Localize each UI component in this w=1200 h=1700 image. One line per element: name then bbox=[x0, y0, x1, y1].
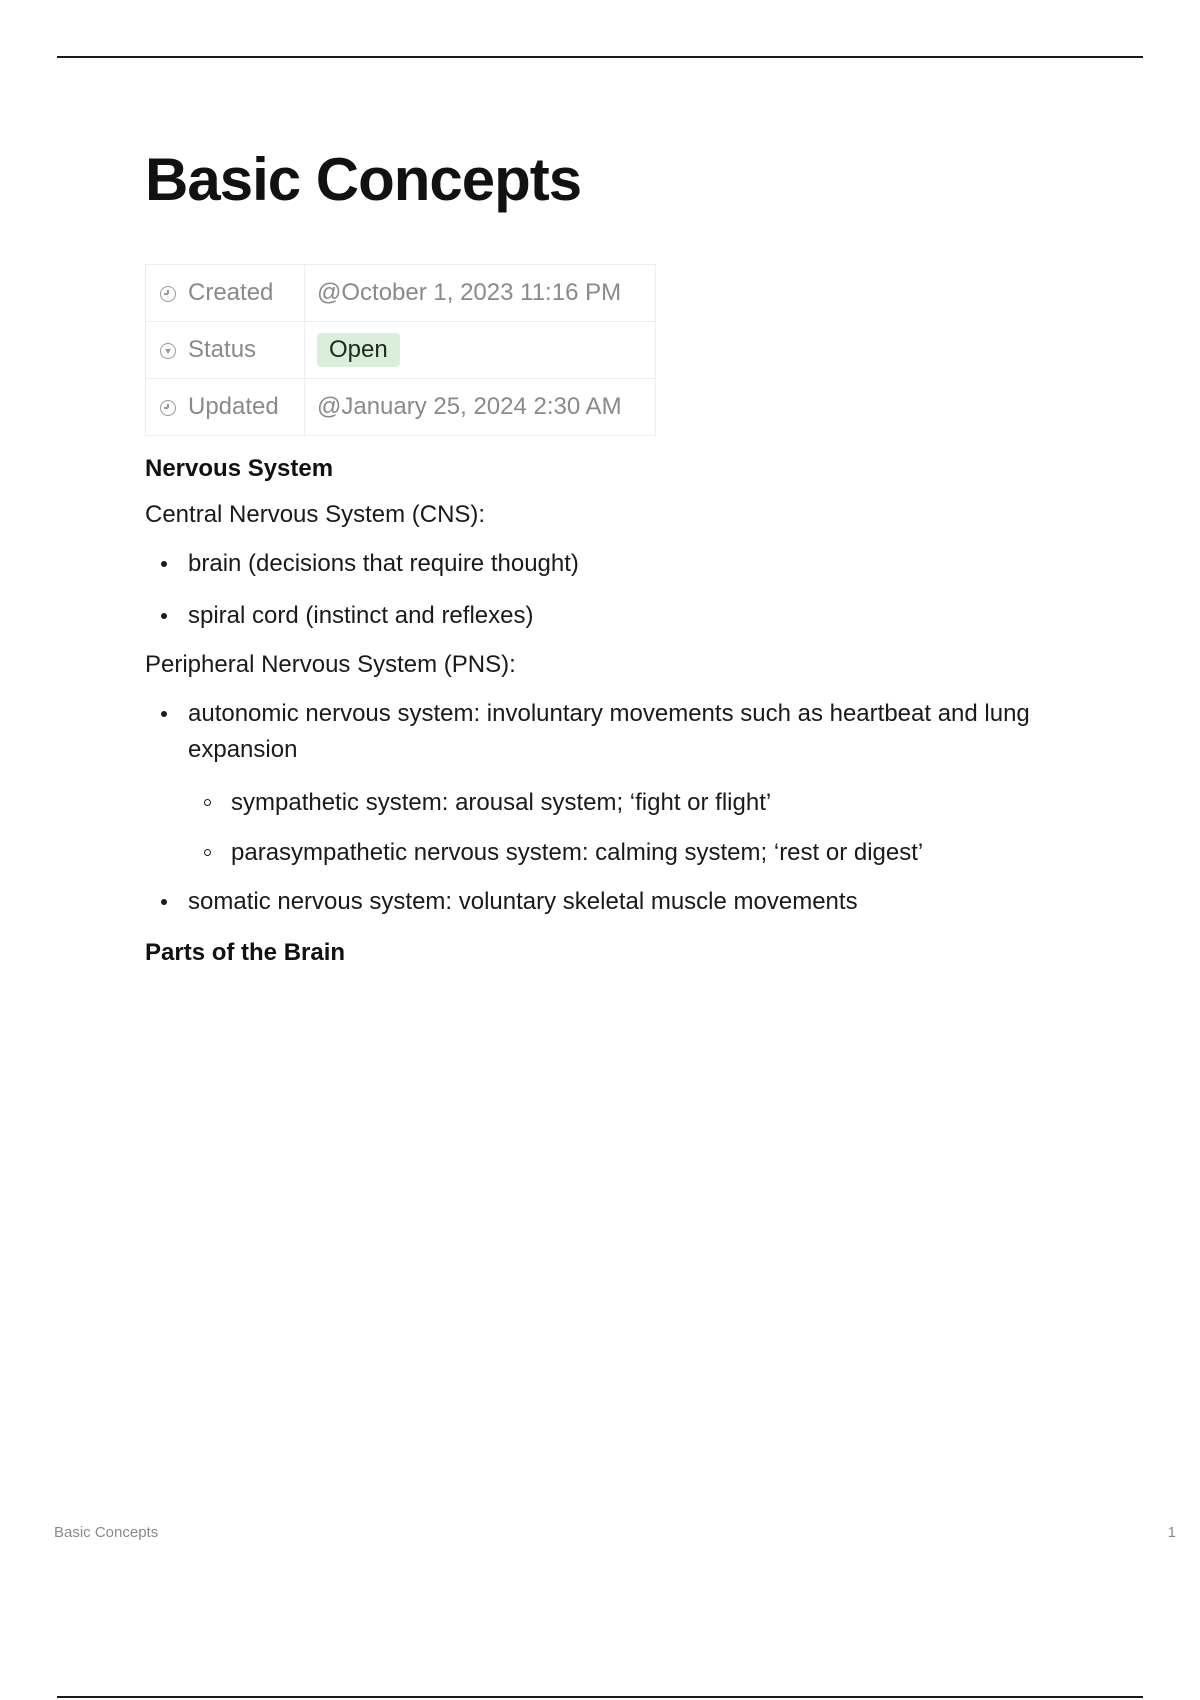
property-label: Created bbox=[188, 279, 274, 306]
page-content bbox=[145, 140, 1065, 968]
status-badge[interactable]: Open bbox=[317, 333, 400, 367]
pns-label: Peripheral Nervous System (PNS): bbox=[145, 651, 516, 678]
status-value-cell[interactable] bbox=[305, 322, 656, 379]
clock-icon bbox=[160, 400, 176, 416]
list-item: spiral cord (instinct and reflexes) bbox=[188, 598, 1065, 634]
updated-date-value[interactable]: @January 25, 2024 2:30 AM bbox=[305, 379, 656, 436]
property-label: Status bbox=[188, 336, 257, 363]
section-heading-parts-of-brain: Parts of the Brain bbox=[145, 939, 346, 966]
list-item bbox=[188, 696, 1065, 868]
page-title: Basic Concepts bbox=[145, 146, 582, 213]
properties-table bbox=[145, 264, 656, 436]
property-row-status bbox=[146, 322, 656, 379]
top-rule bbox=[57, 56, 1143, 58]
autonomic-sub-list bbox=[188, 788, 1065, 868]
status-icon bbox=[160, 343, 176, 359]
cns-list bbox=[145, 546, 1065, 634]
cns-label: Central Nervous System (CNS): bbox=[145, 501, 486, 528]
clock-icon bbox=[160, 286, 176, 302]
footer-document-name: Basic Concepts bbox=[54, 1524, 159, 1541]
property-name-cell bbox=[146, 379, 305, 436]
section-heading-nervous-system: Nervous System bbox=[145, 455, 334, 482]
property-row-created bbox=[146, 265, 656, 322]
created-date-value[interactable]: @October 1, 2023 11:16 PM bbox=[305, 265, 656, 322]
footer-page-number: 1 bbox=[1167, 1524, 1176, 1541]
list-item: brain (decisions that require thought) bbox=[188, 546, 1065, 582]
property-name-cell bbox=[146, 322, 305, 379]
pns-list bbox=[145, 696, 1065, 920]
sub-list-item: sympathetic system: arousal system; ‘fight or flight’ bbox=[231, 788, 1065, 818]
list-item-text: autonomic nervous system: involuntary movements such as heartbeat and lung expansion bbox=[188, 700, 1030, 763]
bottom-rule bbox=[57, 1696, 1143, 1698]
property-name-cell bbox=[146, 265, 305, 322]
list-item: somatic nervous system: voluntary skeletal muscle movements bbox=[188, 884, 1065, 920]
property-row-updated bbox=[146, 379, 656, 436]
property-label: Updated bbox=[188, 393, 279, 420]
sub-list-item: parasympathetic nervous system: calming system; ‘rest or digest’ bbox=[231, 838, 1065, 868]
